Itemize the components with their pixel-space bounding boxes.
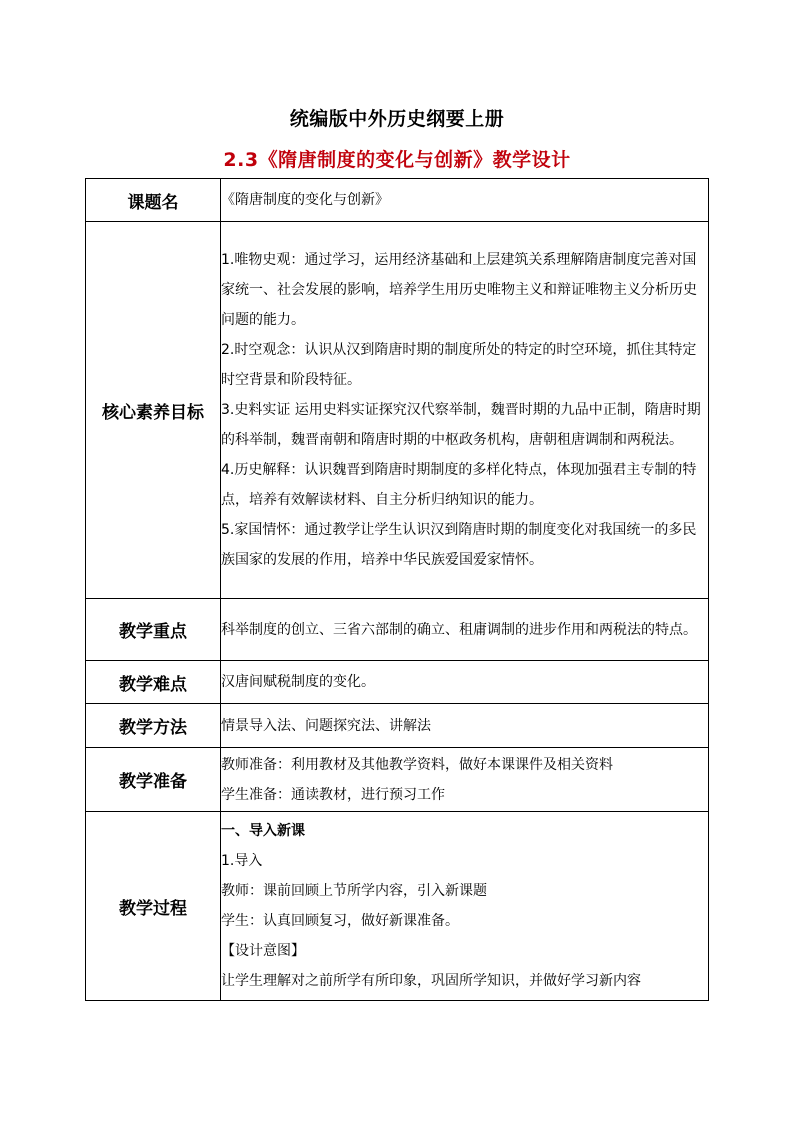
content-line: 3.史料实证 运用史料实证探究汉代察举制，魏晋时期的九品中正制，隋唐时期的科举制，魏晋南朝和隋唐时期的中枢政务机构，唐朝租唐调制和两税法。 — [221, 402, 701, 448]
content-line: 教师：课前回顾上节所学内容，引入新课题 — [221, 883, 487, 899]
table-row — [86, 748, 709, 812]
document-title: 统编版中外历史纲要上册 — [289, 108, 505, 130]
content-heading: 一、导入新课 — [221, 823, 305, 839]
row-content — [221, 222, 709, 599]
content-line: 科举制度的创立、三省六部制的确立、租庸调制的进步作用和两税法的特点。 — [221, 621, 697, 638]
content-line: 1.唯物史观：通过学习，运用经济基础和上层建筑关系理解隋唐制度完善对国家统一、社会发展的影响，培养学生用历史唯物主义和辩证唯物主义分析历史问题的能力。 — [221, 252, 697, 328]
row-content — [221, 812, 709, 1001]
row-label: 教学重点 — [86, 599, 221, 661]
table-row — [86, 599, 709, 661]
row-label: 教学难点 — [86, 661, 221, 704]
table-row — [86, 812, 709, 1001]
row-content — [221, 748, 709, 812]
lesson-title: 2.3《隋唐制度的变化与创新》教学设计 — [223, 149, 571, 171]
lesson-plan-table — [85, 178, 709, 1001]
content-line: 1.导入 — [221, 853, 263, 869]
table-row — [86, 179, 709, 222]
row-label: 课题名 — [86, 179, 221, 222]
content-line: 【设计意图】 — [221, 943, 305, 959]
row-label: 教学过程 — [86, 812, 221, 1001]
content-line: 汉唐间赋税制度的变化。 — [221, 674, 375, 690]
row-label: 教学准备 — [86, 748, 221, 812]
content-line: 4.历史解释：认识魏晋到隋唐时期制度的多样化特点，体现加强君主专制的特点，培养有效解读材料、自主分析归纳知识的能力。 — [221, 462, 697, 508]
row-content — [221, 661, 709, 704]
content-line: 教师准备：利用教材及其他教学资料，做好本课课件及相关资料 — [221, 756, 613, 773]
row-content — [221, 704, 709, 748]
content-line: 学生准备：通读教材，进行预习工作 — [221, 786, 445, 803]
content-line: 学生：认真回顾复习，做好新课准备。 — [221, 913, 459, 929]
table-row — [86, 661, 709, 704]
content-line: 让学生理解对之前所学有所印象，巩固所学知识，并做好学习新内容 — [221, 973, 641, 989]
table-row — [86, 222, 709, 599]
content-line: 情景导入法、问题探究法、讲解法 — [221, 717, 431, 734]
row-content — [221, 599, 709, 661]
row-content — [221, 179, 709, 222]
content-line: 5.家国情怀：通过教学让学生认识汉到隋唐时期的制度变化对我国统一的多民族国家的发展的作用，培养中华民族爱国爱家情怀。 — [221, 522, 697, 568]
table-row — [86, 704, 709, 748]
content-line: 2.时空观念：认识从汉到隋唐时期的制度所处的特定的时空环境，抓住其特定时空背景和阶段特征。 — [221, 342, 697, 388]
content-line: 《隋唐制度的变化与创新》 — [221, 192, 389, 208]
row-label: 教学方法 — [86, 704, 221, 748]
row-label: 核心素养目标 — [86, 222, 221, 599]
